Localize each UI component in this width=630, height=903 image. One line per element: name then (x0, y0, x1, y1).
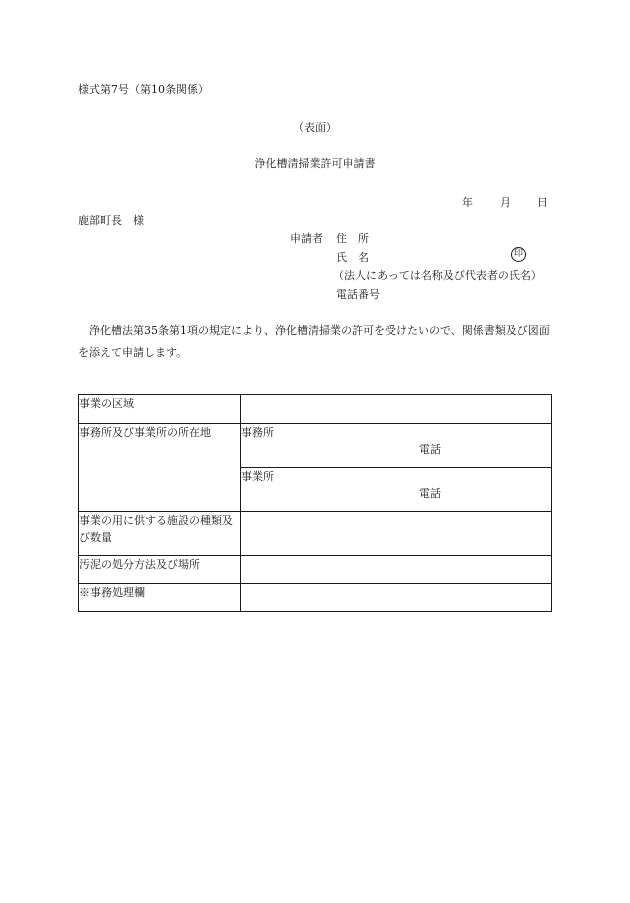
table-row (79, 395, 552, 424)
label-business-area: 事業の区域 (79, 395, 241, 424)
applicant-label: 申請者 (290, 232, 323, 245)
value-business-area[interactable] (241, 395, 552, 424)
label-sludge: 汚泥の処分方法及び場所 (79, 556, 241, 584)
label-office-use: ※事務処理欄 (79, 584, 241, 612)
seal-mark: 印 (511, 247, 526, 262)
table-row (79, 424, 552, 468)
corp-note: （法人にあっては名称及び代表者の氏名） (333, 269, 542, 282)
value-business-site[interactable] (241, 468, 552, 512)
date-year: 年 (462, 196, 473, 209)
name-label: 氏 名 (336, 251, 369, 264)
business-tel-label: 電話 (419, 487, 441, 500)
table-row (79, 556, 552, 584)
address-label: 住 所 (336, 232, 369, 245)
application-table (78, 394, 552, 612)
date-line (462, 194, 548, 210)
value-office-use (241, 584, 552, 612)
business-site-label: 事業所 (241, 470, 274, 483)
phone-label: 電話番号 (336, 288, 380, 301)
side-label: （表面） (293, 121, 337, 134)
office-tel-label: 電話 (419, 443, 441, 456)
table-row (79, 512, 552, 556)
document-title: 浄化槽清掃業許可申請書 (254, 157, 376, 170)
date-month: 月 (500, 196, 511, 209)
value-facilities[interactable] (241, 512, 552, 556)
office-label: 事務所 (241, 426, 274, 439)
label-location: 事務所及び事業所の所在地 (79, 424, 241, 512)
value-sludge[interactable] (241, 556, 552, 584)
label-facilities: 事業の用に供する施設の種類及び数量 (79, 512, 241, 556)
addressee: 鹿部町長 様 (78, 214, 144, 227)
date-day: 日 (537, 196, 548, 209)
table-row (79, 584, 552, 612)
application-statement: 浄化槽法第35条第1項の規定により、浄化槽清掃業の許可を受けたいので、関係書類及び図面を添えて申請します。 (78, 324, 550, 359)
value-office[interactable] (241, 424, 552, 468)
form-number: 様式第7号（第10条関係） (78, 83, 209, 96)
